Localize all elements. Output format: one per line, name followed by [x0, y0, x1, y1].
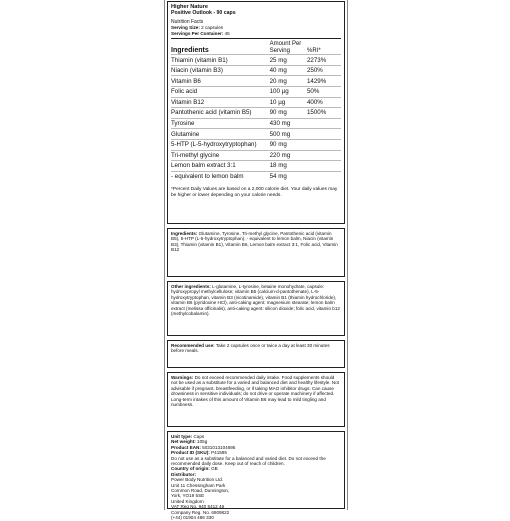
distributor-line: Company Reg. No. 6909822 — [171, 509, 230, 515]
nutrition-facts-title: Nutrition Facts — [171, 19, 204, 26]
table-row: Tyrosine 430 mg — [171, 118, 341, 129]
distributor-line: VAT Reg No. 940 5412 46 — [171, 504, 225, 510]
distributor-line: York, YO19 5SE — [171, 493, 205, 499]
distributor-label: Distributor: — [171, 471, 197, 477]
warnings-panel — [167, 372, 345, 427]
col-ingredients: Ingredients — [171, 46, 209, 54]
table-row: Pantothenic acid (vitamin B5) 90 mg 1500% — [171, 108, 341, 119]
table-row: Glutamine 500 mg — [171, 129, 341, 140]
distributor-line: Unit 11 Chessingham Park — [171, 482, 226, 488]
recommended-use-panel — [167, 340, 345, 368]
table-row: Thiamin (vitamin B1) 25 mg 2273% — [171, 55, 341, 66]
ingredients-panel — [167, 228, 345, 277]
divider — [171, 38, 341, 39]
warnings-text: Do not exceed recommended daily intake. Food supplements should not be used as a substitute for a varied and balanced diet and healthy lifestyle. Not advisable if pregnant, breastfeeding, or if taking MAO inhibitor drugs. Can cause drowsiness in sensitive individuals; do not drive or operate machinery if affected. Long-term intakes of this amount of Vitamin B6 may lead to mild tingling and numbness. — [171, 375, 340, 408]
table-row: Vitamin B12 10 µg 400% — [171, 97, 341, 108]
distributor-line: Power Body Nutrition Ltd. — [171, 477, 224, 483]
nutrition-table — [171, 41, 341, 181]
nutrition-facts-panel — [167, 1, 345, 224]
table-row: Lemon balm extract 3:1 18 mg — [171, 161, 341, 172]
ingredients-label: Ingredients: — [171, 231, 198, 236]
col-ri: %RI* — [306, 47, 321, 54]
ingredients-text: Glutamine, Tyrosine, Tri-methyl glycine, Pantothenic acid (vitamin B5), 5-HTP (L-5-hydroxytryptophan), - equivalent to lemon balm, Niacin (vitamin B3), Thiamin (vitamin B1), Vitamin B6, Lemon balm extract 3:1, Folic acid, Vitamin B12 — [171, 231, 338, 253]
table-row: Tri-methyl glycine 220 mg — [171, 150, 341, 161]
table-row: Vitamin B6 20 mg 1429% — [171, 76, 341, 87]
distributor-line: Common Road, Dunnington, — [171, 488, 230, 494]
distributor-line: United Kingdom — [171, 498, 204, 504]
daily-values-disclaimer: *Percent Daily Values are based on a 2,000 calorie diet. Your daily values may be higher or lower depending on your calorie needs. — [171, 187, 338, 198]
product-ean: Product EAN: 5031013104695 — [171, 444, 236, 450]
other-ingredients-text: L-glutamine, L-tyrosine, betaine monohydrate, capsule: hydroxypropyl methylcellulose; vitamin B5 (calcium-d-pantothenate), L-5-hydroxytryptophan, vitamin B3 (nicotinamide), vitamin B1 (thiamin hydrochloride), vitamin B6 (pyridoxine HCl), anti-caking agent: magnesium stearate; lemon balm extract (melissa officinalis), anti-caking agent: silicon dioxide; folic acid, vitamin b12 (methylcobalamin). — [171, 284, 340, 317]
recommended-use-label: Recommended use: — [171, 343, 215, 348]
other-ingredients-label: Other ingredients: — [171, 284, 211, 289]
warnings-label: Warnings: — [171, 375, 194, 380]
recommended-use-text: Take 2 capsules once or twice a day at least 30 minutes before meals. — [171, 343, 330, 354]
country-of-origin: Country of origin: GB — [171, 466, 218, 472]
table-row: Niacin (vitamin B3) 40 mg 250% — [171, 65, 341, 76]
table-row: Folic acid 100 µg 50% — [171, 86, 341, 97]
table-row: 5-HTP (L-5-hydroxytryptophan) 90 mg — [171, 139, 341, 150]
table-row: - equivalent to lemon balm 54 mg — [171, 171, 341, 181]
brand-name: Higher Nature — [171, 4, 208, 10]
other-ingredients-panel — [167, 281, 345, 336]
table-header-row — [171, 41, 341, 55]
servings-per-container: Servings Per Container: 45 — [171, 30, 230, 36]
product-sku: Product ID (SKU): P41595 — [171, 450, 227, 456]
usage-note: Do not use as a substitute for a balanced and varied diet. Do not exceed the recommended daily dose. Keep out of reach of children. — [171, 455, 326, 467]
unit-type: Unit type: Caps — [171, 434, 205, 439]
col-amount: Amount Per Serving — [269, 41, 302, 54]
product-details-panel — [167, 431, 345, 521]
product-label-sheet — [164, 0, 348, 521]
net-weight: Net weight: 105g — [171, 439, 208, 445]
product-name: Positive Outlook - 90 caps — [171, 10, 236, 17]
distributor-line: (+44) 01904 486 330 — [171, 515, 214, 521]
serving-size: Serving Size: 2 capsules — [171, 25, 224, 31]
